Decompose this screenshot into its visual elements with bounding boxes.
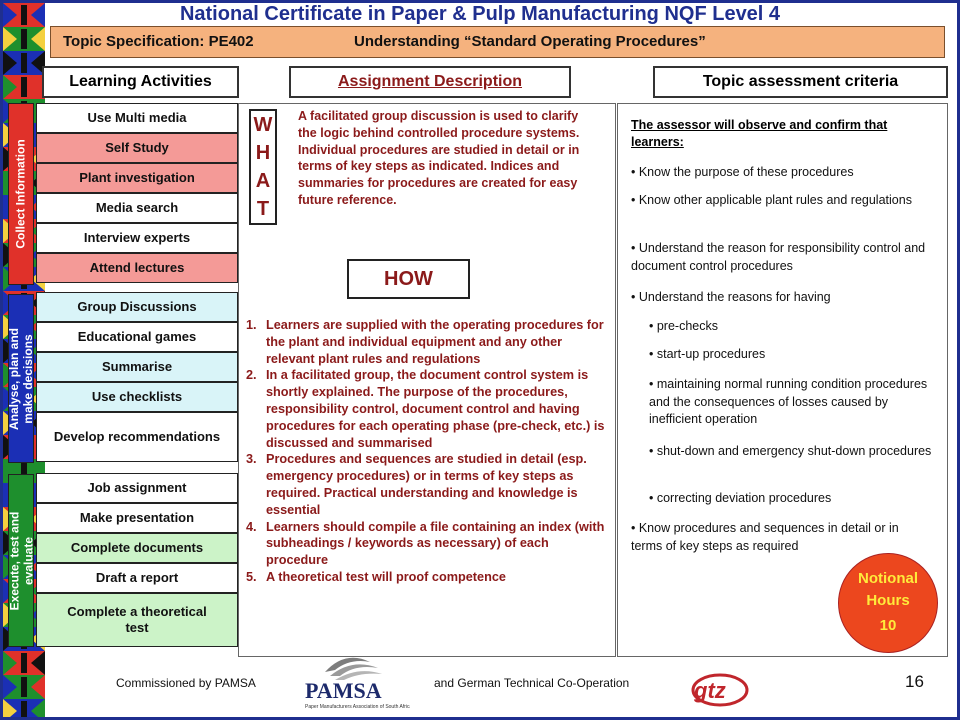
how-steps-list — [246, 317, 611, 586]
page-title: National Certificate in Paper & Pulp Manufacturing NQF Level 4 — [179, 3, 781, 25]
step-number: 4. — [246, 519, 257, 534]
what-letter-w: W — [253, 114, 273, 136]
topic-banner — [50, 26, 945, 58]
criteria-item: • Know procedures and sequences in detail or in terms of key steps as required — [631, 521, 899, 553]
activity-plant-investigation: Plant investigation — [36, 163, 238, 193]
pamsa-logo-subtitle: Paper Manufacturers Association of South Africa — [305, 704, 410, 710]
activity-complete-documents: Complete documents — [36, 533, 238, 563]
step-number: 3. — [246, 452, 257, 467]
step-text: In a facilitated group, the document control system is shortly explained. The purpose of the procedures, responsibility control, document control and having procedures for each operating phase (pre-check, etc.) is discussed and summarised — [266, 368, 605, 450]
group-execute-line1: Execute, test and — [7, 511, 22, 610]
group-execute-text — [7, 511, 35, 610]
activity-make-presentation: Make presentation — [36, 503, 238, 533]
how-step — [246, 451, 611, 518]
what-letter-h: H — [255, 142, 271, 164]
criteria-subitem: • pre-checks — [649, 319, 718, 333]
page-number: 16 — [905, 672, 924, 691]
criteria-subitem: • correcting deviation procedures — [649, 491, 832, 505]
topic-assessment-header: Topic assessment criteria — [653, 66, 948, 98]
step-number: 1. — [246, 318, 257, 332]
group-analyse-text — [7, 327, 35, 429]
activity-educational-games: Educational games — [36, 322, 238, 352]
pamsa-logo-text: PAMSA — [305, 678, 382, 703]
criteria-item: • Understand the reason for responsibility control and document control procedures — [631, 241, 926, 273]
footer-commissioned: Commissioned by PAMSA — [116, 676, 256, 690]
criteria-subitem: • shut-down and emergency shut-down procedures — [649, 444, 932, 458]
criteria-item: • Know the purpose of these procedures — [631, 165, 854, 179]
assignment-description-header: Assignment Description — [289, 66, 571, 98]
how-label-box: HOW — [347, 259, 470, 299]
criteria-subitem: • maintaining normal running condition procedures and the consequences of losses caused by inefficient operation — [649, 377, 928, 426]
learning-activities-header: Learning Activities — [42, 66, 239, 98]
criteria-item: • Know other applicable plant rules and regulations — [631, 193, 912, 207]
gtz-logo — [682, 670, 752, 710]
what-description: A facilitated group discussion is used to clarify the logic behind controlled procedure systems. Individual procedures are studied in detail or in terms of key steps as indicated. Indices and summaries for procedures are created for easy future reference. — [298, 109, 580, 207]
what-letter-t: T — [256, 198, 270, 220]
activity-develop-recommendations: Develop recommendations — [36, 412, 238, 462]
topic-name: Understanding “Standard Operating Procedures” — [354, 33, 706, 50]
step-text: A theoretical test will proof competence — [266, 569, 506, 584]
gtz-logo-text: gtz — [694, 678, 726, 703]
activity-group-discussions: Group Discussions — [36, 292, 238, 322]
notional-line2: Hours — [866, 592, 910, 609]
criteria-heading: The assessor will observe and confirm that learners: — [631, 118, 888, 149]
group-execute-line2: evaluate — [21, 536, 36, 585]
activity-summarise: Summarise — [36, 352, 238, 382]
criteria-item: • Understand the reasons for having — [631, 290, 831, 304]
activity-media-search: Media search — [36, 193, 238, 223]
group-collect-label — [8, 103, 34, 285]
step-number: 5. — [246, 569, 257, 584]
how-step — [246, 569, 611, 586]
notional-hours-badge — [838, 553, 938, 653]
activity-draft-a-report: Draft a report — [36, 563, 238, 593]
how-step — [246, 519, 611, 569]
activity-interview-experts: Interview experts — [36, 223, 238, 253]
group-analyse-line2: make decisions — [21, 333, 35, 424]
activity-self-study: Self Study — [36, 133, 238, 163]
how-step — [246, 367, 611, 451]
group-execute-label — [8, 474, 34, 647]
group-analyse-label — [8, 294, 34, 463]
criteria-subitem: • start-up procedures — [649, 347, 766, 361]
group-analyse-line1: Analyse, plan and — [7, 327, 21, 430]
pamsa-logo — [300, 652, 410, 714]
step-text: Learners should compile a file containing an index (with subheadings / keywords as necessary) of each procedure — [266, 519, 605, 568]
how-step — [246, 317, 611, 367]
notional-line1: Notional — [858, 570, 918, 587]
activity-use-checklists: Use checklists — [36, 382, 238, 412]
step-text: Learners are supplied with the operating procedures for the plant and individual equipment and any other relevant plant rules and regulations — [266, 318, 604, 366]
activity-attend-lectures: Attend lectures — [36, 253, 238, 283]
activity-job-assignment: Job assignment — [36, 473, 238, 503]
activity-complete-theoretical-test: Complete a theoretical test — [36, 593, 238, 647]
notional-hours-value: 10 — [879, 617, 897, 634]
activity-use-multi-media: Use Multi media — [36, 103, 238, 133]
footer-cooperation: and German Technical Co-Operation — [434, 676, 630, 690]
what-letter-a: A — [255, 170, 271, 192]
topic-code: Topic Specification: PE402 — [63, 33, 254, 50]
step-text: Procedures and sequences are studied in detail (esp. emergency procedures) or in terms of key steps as required. Practical understanding and knowledge is essential — [266, 452, 587, 517]
step-number: 2. — [246, 368, 257, 383]
what-label-box — [249, 109, 277, 225]
group-collect-text: Collect Information — [14, 139, 28, 249]
